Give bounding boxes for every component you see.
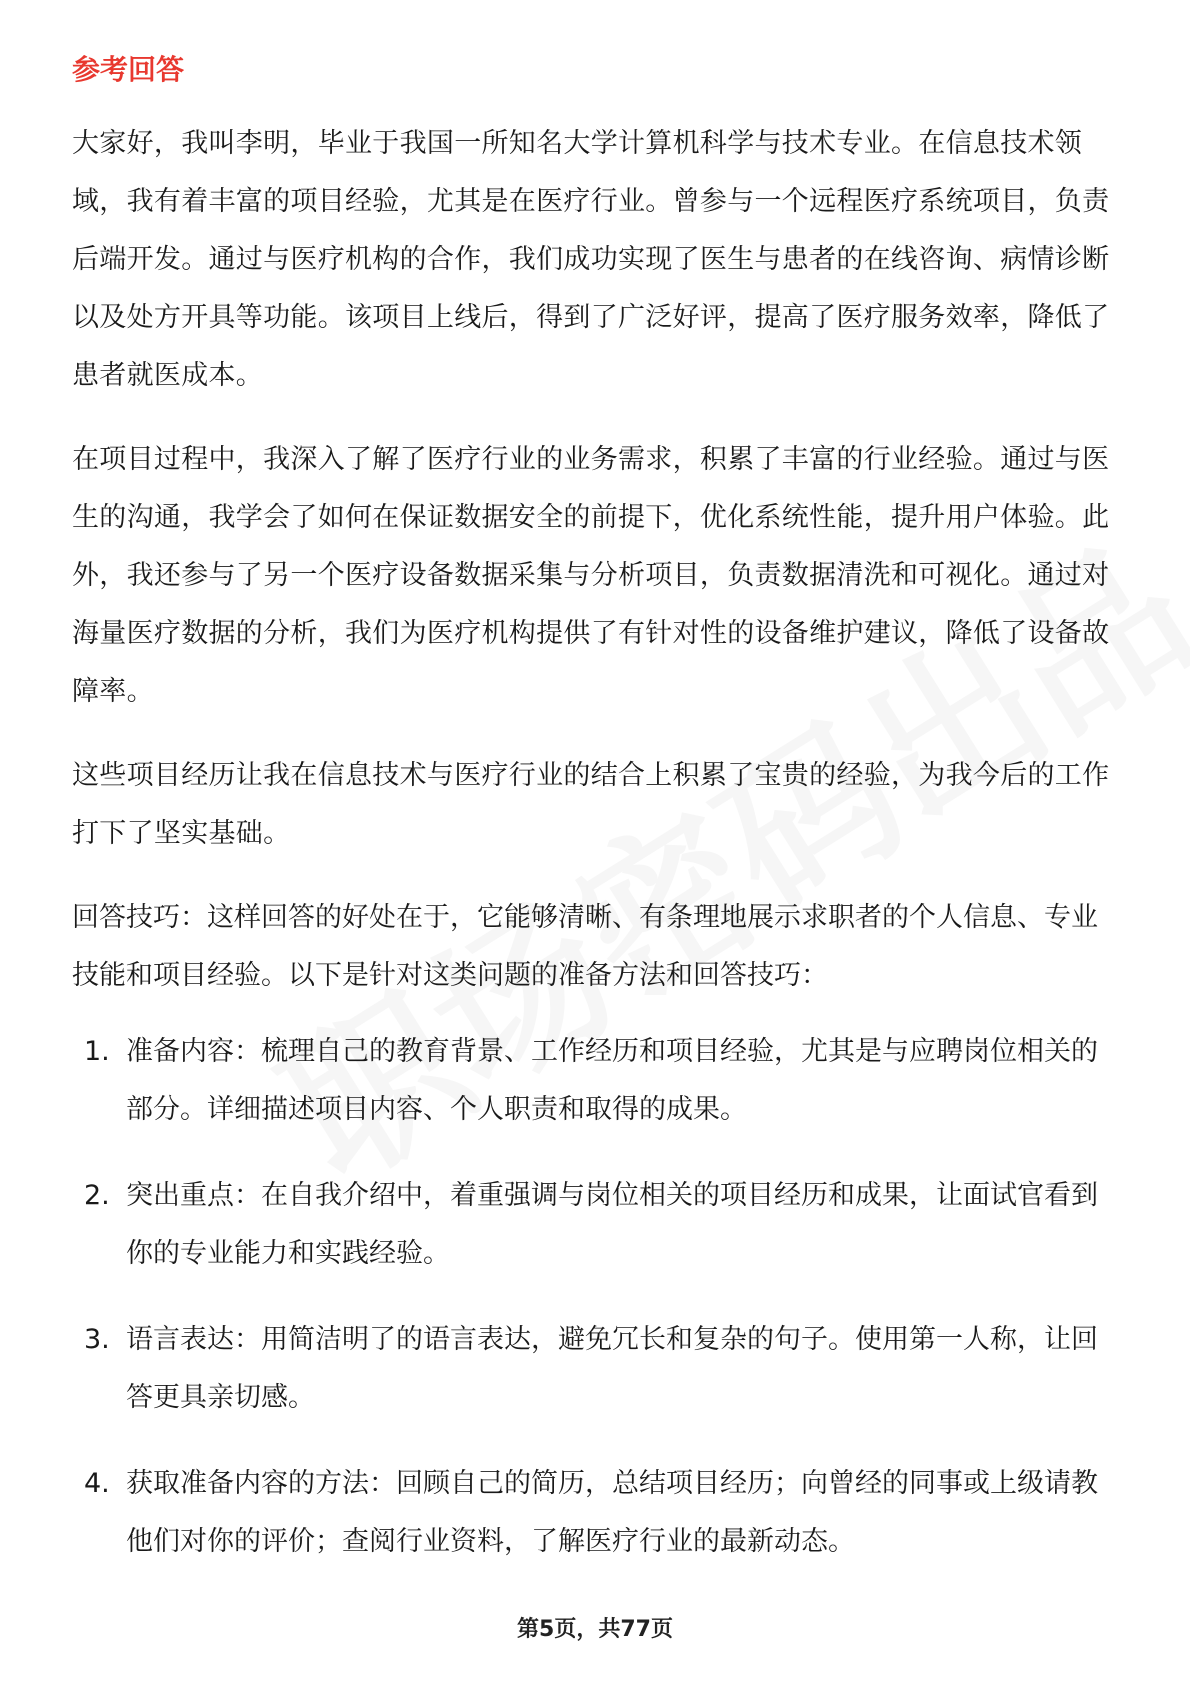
- answer-paragraph: 在项目过程中，我深入了解了医疗行业的业务需求，积累了丰富的行业经验。通过与医生的沟通，我学会了如何在保证数据安全的前提下，优化系统性能，提升用户体验。此外，我还参与了另一个医疗设备数据采集与分析项目，负责数据清洗和可视化。通过对海量医疗数据的分析，我们为医疗机构提供了有针对性的设备维护建议，降低了设备故障率。: [72, 444, 1110, 707]
- tip-number: 3.: [84, 1324, 110, 1355]
- tip-number: 2.: [84, 1180, 110, 1211]
- tips-list: [72, 1023, 1122, 1571]
- section-heading: 参考回答: [72, 53, 185, 86]
- tip-text: 突出重点：在自我介绍中，着重强调与岗位相关的项目经历和成果，让面试官看到你的专业能力和实践经验。: [126, 1180, 1098, 1269]
- tip-text: 准备内容：梳理自己的教育背景、工作经历和项目经验，尤其是与应聘岗位相关的部分。详细描述项目内容、个人职责和取得的成果。: [126, 1036, 1098, 1125]
- answer-paragraph: 大家好，我叫李明，毕业于我国一所知名大学计算机科学与技术专业。在信息技术领域，我有着丰富的项目经验，尤其是在医疗行业。曾参与一个远程医疗系统项目，负责后端开发。通过与医疗机构的合作，我们成功实现了医生与患者的在线咨询、病情诊断以及处方开具等功能。该项目上线后，得到了广泛好评，提高了医疗服务效率，降低了患者就医成本。: [72, 128, 1110, 391]
- tip-item: [72, 1455, 1122, 1571]
- page-number-footer: 第5页，共77页: [517, 1617, 673, 1642]
- tip-number: 4.: [84, 1468, 110, 1499]
- answer-content: [72, 115, 1122, 1599]
- tip-item: [72, 1311, 1122, 1427]
- tip-item: [72, 1023, 1122, 1139]
- tips-intro: 回答技巧：这样回答的好处在于，它能够清晰、有条理地展示求职者的个人信息、专业技能和项目经验。以下是针对这类问题的准备方法和回答技巧：: [72, 902, 1098, 991]
- tip-number: 1.: [84, 1036, 110, 1067]
- tip-item: [72, 1167, 1122, 1283]
- tip-text: 语言表达：用简洁明了的语言表达，避免冗长和复杂的句子。使用第一人称，让回答更具亲切感。: [126, 1324, 1098, 1413]
- tip-text: 获取准备内容的方法：回顾自己的简历，总结项目经历；向曾经的同事或上级请教他们对你的评价；查阅行业资料，了解医疗行业的最新动态。: [126, 1468, 1098, 1557]
- answer-paragraph: 这些项目经历让我在信息技术与医疗行业的结合上积累了宝贵的经验，为我今后的工作打下了坚实基础。: [72, 760, 1110, 849]
